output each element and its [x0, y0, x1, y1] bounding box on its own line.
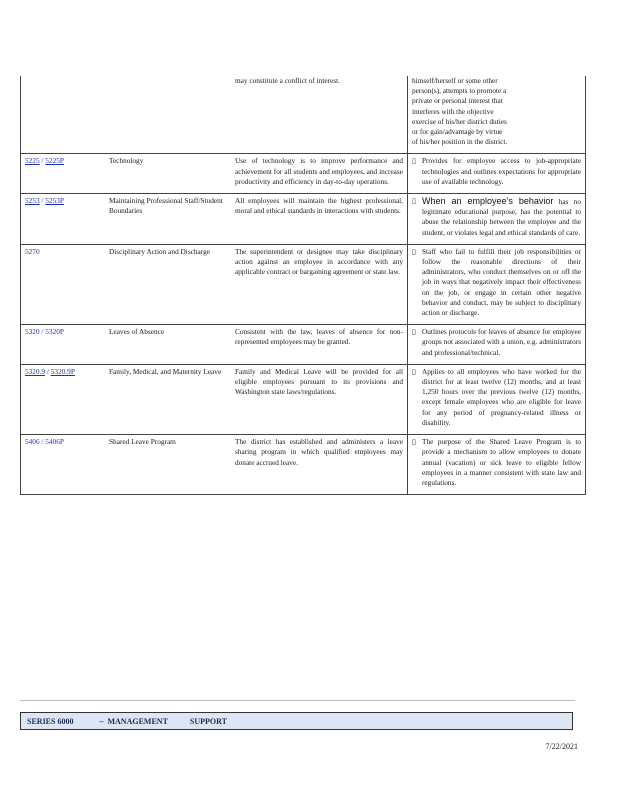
bullet-icon: ▯ [412, 328, 416, 337]
policy-explanation: ▯ The purpose of the Shared Leave Program is to provide a mechanism to allow employees to donate annual (vacation) or sick leave to eligible fellow employees in a manner consistent with state law and regulations. [408, 435, 586, 495]
explanation-line: person(s), attempts to promote a [412, 86, 507, 96]
explanation-line: or for gain/advantage by virtue [412, 127, 503, 137]
table-row [21, 435, 586, 495]
code-separator: / [41, 327, 44, 337]
policy-description: Use of technology is to improve performance and achievement for all students and employees, and increase productivity and efficiency in day-to-day operations. [235, 156, 403, 186]
policy-explanation: ▯ Outlines protocols for leaves of absence for employee groups not associated with a union, e.g. administrators and professional/technical. [408, 325, 586, 365]
policy-code-cell [21, 325, 106, 365]
policy-code-cell [21, 154, 106, 194]
explanation-line: interferes with the objective [412, 106, 494, 116]
procedure-link[interactable]: 5225P [45, 156, 64, 166]
table-row [21, 364, 586, 434]
bullet-icon: ▯ [412, 157, 416, 166]
footer-date: 7/22/2021 [545, 742, 578, 751]
policy-explanation: ▯ Provides for employee access to job-appropriate technologies and outlines expectations for appropriate use of available technology. [408, 154, 586, 194]
policy-code-cell [21, 435, 106, 495]
table-row [21, 154, 586, 194]
policy-title: Technology [109, 156, 144, 166]
table-row [21, 325, 586, 365]
policy-title: Maintaining Professional Staff/Student Boundaries [109, 196, 223, 216]
procedure-code: 5320P [45, 327, 64, 337]
policy-description: Consistent with the law, leaves of absence for non-represented employees may be granted. [235, 327, 403, 347]
procedure-link[interactable]: 5253P [45, 196, 64, 206]
series-number: SERIES 6000 [27, 716, 74, 726]
series-name-part-2: SUPPORT [189, 716, 227, 726]
divider [20, 700, 575, 701]
policy-title: Disciplinary Action and Discharge [109, 246, 210, 256]
bullet-icon: ▯ [412, 367, 416, 376]
policy-link[interactable]: 5253 [25, 196, 40, 206]
explanation-line: exercise of his/her district duties [412, 116, 507, 126]
policy-table [20, 76, 586, 495]
table-row [21, 244, 586, 324]
code-separator: / [41, 437, 44, 447]
series-name-part-1: MANAGEMENT [107, 716, 168, 726]
explanation-line: of his/her position in the district. [412, 137, 508, 147]
explanation-line: himself/herself or some other [412, 76, 498, 85]
code-separator: / [41, 156, 44, 166]
policy-code-cell [21, 244, 106, 324]
policy-title: Leaves of Absence [109, 327, 165, 337]
policy-table-region [20, 76, 581, 495]
code-separator: / [41, 196, 44, 206]
code-separator: / [46, 366, 49, 376]
policy-description: Family and Medical Leave will be provided for all eligible employees pursuant to its provisions and Washington state laws/regulations. [235, 366, 403, 397]
policy-code-cell [21, 194, 106, 245]
policy-description: All employees will maintain the highest professional, moral and ethical standards in interactions with students. [235, 196, 403, 216]
policy-code: 5406 [25, 437, 40, 447]
policy-explanation [408, 76, 586, 154]
table-row [21, 194, 586, 245]
table-row [21, 76, 586, 154]
policy-description: The superintendent or designee may take disciplinary action against an employee in accordance with any applicable contract or bargaining agreement or state law. [235, 246, 403, 277]
policy-title: Shared Leave Program [109, 437, 176, 447]
series-dash: – [99, 716, 104, 726]
policy-code-cell [21, 364, 106, 434]
policy-code-cell [21, 76, 106, 154]
policy-explanation: ▯ Staff who fail to fulfill their job responsibilities or follow the reasonable directions of their administrators, who conduct themselves on or off the job in ways that negatively impact their effectiveness on the job, or engage in certain other negative behavior and conduct, may be subject to disciplinary action or discharge. [408, 244, 586, 324]
policy-title: Family, Medical, and Maternity Leave [109, 366, 222, 376]
policy-description: may constitute a conflict of interest. [235, 76, 340, 85]
bullet-icon: ▯ [412, 438, 416, 447]
policy-link[interactable]: 5225 [25, 156, 40, 166]
procedure-link[interactable]: 5320.9P [50, 366, 75, 376]
bullet-icon: ▯ [412, 197, 416, 206]
explanation-line: private or personal interest that [412, 96, 503, 106]
policy-explanation: ▯ When an employee’s behavior has no legitimate educational purpose, has the potential to abuse the relationship between the employee and the student, or violates legal and ethical standards of care. [408, 194, 586, 245]
policy-code: 5270 [25, 246, 40, 256]
explanation-lead: When an employee’s behavior [422, 196, 554, 207]
policy-explanation: ▯ Applies to all employees who have worked for the district for at least twelve (12) months, and at least 1,250 hours over the previous twelve (12) months, except female employees who are eligible for leave for any period of pregnancy-related illness or disability. [408, 364, 586, 434]
policy-description: The district has established and administers a leave sharing program in which qualified employees may donate accrued leave. [235, 437, 403, 467]
bullet-icon: ▯ [412, 247, 416, 256]
policy-link[interactable]: 5320.9 [25, 366, 46, 376]
policy-code: 5320 [25, 327, 40, 337]
policy-title-cell [105, 76, 231, 154]
procedure-code: 5406P [45, 437, 64, 447]
series-header-bar [20, 712, 573, 730]
